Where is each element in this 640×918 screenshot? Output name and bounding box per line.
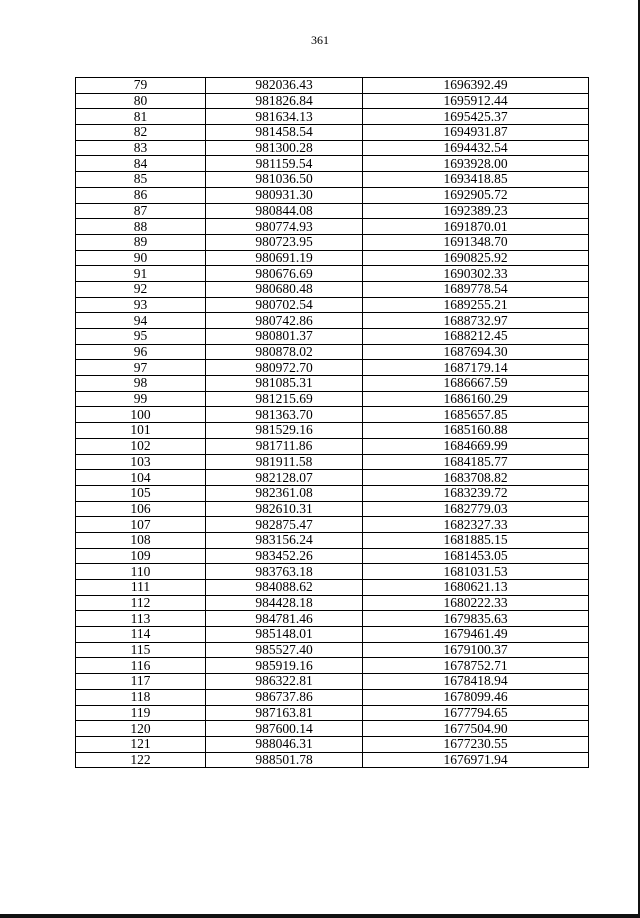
- x-coordinate-cell: 986737.86: [206, 689, 363, 705]
- y-coordinate-cell: 1691870.01: [363, 219, 589, 235]
- table-row: [76, 611, 589, 627]
- point-number-cell: 118: [76, 689, 206, 705]
- table-row: [76, 438, 589, 454]
- table-row: [76, 485, 589, 501]
- point-number-cell: 116: [76, 658, 206, 674]
- y-coordinate-cell: 1696392.49: [363, 78, 589, 94]
- y-coordinate-cell: 1688212.45: [363, 329, 589, 345]
- point-number-cell: 121: [76, 736, 206, 752]
- y-coordinate-cell: 1693418.85: [363, 172, 589, 188]
- y-coordinate-cell: 1682779.03: [363, 501, 589, 517]
- table-row: [76, 219, 589, 235]
- x-coordinate-cell: 986322.81: [206, 674, 363, 690]
- table-row: [76, 234, 589, 250]
- y-coordinate-cell: 1678418.94: [363, 674, 589, 690]
- y-coordinate-cell: 1681453.05: [363, 548, 589, 564]
- table-row: [76, 203, 589, 219]
- point-number-cell: 105: [76, 485, 206, 501]
- x-coordinate-cell: 980774.93: [206, 219, 363, 235]
- point-number-cell: 114: [76, 627, 206, 643]
- x-coordinate-cell: 980931.30: [206, 187, 363, 203]
- point-number-cell: 99: [76, 391, 206, 407]
- table-row: [76, 407, 589, 423]
- table-row: [76, 344, 589, 360]
- point-number-cell: 106: [76, 501, 206, 517]
- y-coordinate-cell: 1680222.33: [363, 595, 589, 611]
- table-row: [76, 281, 589, 297]
- x-coordinate-cell: 980702.54: [206, 297, 363, 313]
- point-number-cell: 117: [76, 674, 206, 690]
- table-row: [76, 501, 589, 517]
- x-coordinate-cell: 985527.40: [206, 642, 363, 658]
- y-coordinate-cell: 1677504.90: [363, 721, 589, 737]
- x-coordinate-cell: 984428.18: [206, 595, 363, 611]
- y-coordinate-cell: 1678099.46: [363, 689, 589, 705]
- y-coordinate-cell: 1689255.21: [363, 297, 589, 313]
- point-number-cell: 111: [76, 580, 206, 596]
- point-number-cell: 102: [76, 438, 206, 454]
- y-coordinate-cell: 1695912.44: [363, 93, 589, 109]
- y-coordinate-cell: 1692389.23: [363, 203, 589, 219]
- x-coordinate-cell: 988501.78: [206, 752, 363, 768]
- point-number-cell: 101: [76, 423, 206, 439]
- x-coordinate-cell: 980972.70: [206, 360, 363, 376]
- table-row: [76, 329, 589, 345]
- y-coordinate-cell: 1690302.33: [363, 266, 589, 282]
- point-number-cell: 89: [76, 234, 206, 250]
- point-number-cell: 96: [76, 344, 206, 360]
- y-coordinate-cell: 1676971.94: [363, 752, 589, 768]
- point-number-cell: 95: [76, 329, 206, 345]
- point-number-cell: 93: [76, 297, 206, 313]
- point-number-cell: 113: [76, 611, 206, 627]
- point-number-cell: 107: [76, 517, 206, 533]
- table-row: [76, 78, 589, 94]
- y-coordinate-cell: 1684669.99: [363, 438, 589, 454]
- y-coordinate-cell: 1687179.14: [363, 360, 589, 376]
- point-number-cell: 112: [76, 595, 206, 611]
- point-number-cell: 120: [76, 721, 206, 737]
- scan-border-bottom: [0, 914, 640, 918]
- x-coordinate-cell: 980723.95: [206, 234, 363, 250]
- point-number-cell: 98: [76, 376, 206, 392]
- y-coordinate-cell: 1685657.85: [363, 407, 589, 423]
- x-coordinate-cell: 981634.13: [206, 109, 363, 125]
- table-row: [76, 752, 589, 768]
- y-coordinate-cell: 1693928.00: [363, 156, 589, 172]
- table-row: [76, 674, 589, 690]
- y-coordinate-cell: 1681885.15: [363, 532, 589, 548]
- point-number-cell: 110: [76, 564, 206, 580]
- table-row: [76, 93, 589, 109]
- table-row: [76, 548, 589, 564]
- point-number-cell: 81: [76, 109, 206, 125]
- table-row: [76, 156, 589, 172]
- x-coordinate-cell: 980801.37: [206, 329, 363, 345]
- point-number-cell: 84: [76, 156, 206, 172]
- y-coordinate-cell: 1686160.29: [363, 391, 589, 407]
- x-coordinate-cell: 988046.31: [206, 736, 363, 752]
- table-row: [76, 517, 589, 533]
- point-number-cell: 82: [76, 125, 206, 141]
- x-coordinate-cell: 982875.47: [206, 517, 363, 533]
- y-coordinate-cell: 1695425.37: [363, 109, 589, 125]
- table-row: [76, 250, 589, 266]
- point-number-cell: 100: [76, 407, 206, 423]
- y-coordinate-cell: 1679100.37: [363, 642, 589, 658]
- table-row: [76, 470, 589, 486]
- y-coordinate-cell: 1681031.53: [363, 564, 589, 580]
- x-coordinate-cell: 981911.58: [206, 454, 363, 470]
- table-row: [76, 391, 589, 407]
- y-coordinate-cell: 1694432.54: [363, 140, 589, 156]
- x-coordinate-cell: 980878.02: [206, 344, 363, 360]
- x-coordinate-cell: 987163.81: [206, 705, 363, 721]
- x-coordinate-cell: 980676.69: [206, 266, 363, 282]
- coordinates-table: [75, 77, 589, 768]
- table-row: [76, 360, 589, 376]
- point-number-cell: 85: [76, 172, 206, 188]
- x-coordinate-cell: 981363.70: [206, 407, 363, 423]
- y-coordinate-cell: 1684185.77: [363, 454, 589, 470]
- table-row: [76, 627, 589, 643]
- table-row: [76, 109, 589, 125]
- point-number-cell: 79: [76, 78, 206, 94]
- table-row: [76, 140, 589, 156]
- point-number-cell: 103: [76, 454, 206, 470]
- x-coordinate-cell: 980691.19: [206, 250, 363, 266]
- point-number-cell: 104: [76, 470, 206, 486]
- y-coordinate-cell: 1690825.92: [363, 250, 589, 266]
- table-row: [76, 658, 589, 674]
- x-coordinate-cell: 981458.54: [206, 125, 363, 141]
- table-row: [76, 705, 589, 721]
- x-coordinate-cell: 983452.26: [206, 548, 363, 564]
- y-coordinate-cell: 1678752.71: [363, 658, 589, 674]
- table-row: [76, 125, 589, 141]
- x-coordinate-cell: 981215.69: [206, 391, 363, 407]
- y-coordinate-cell: 1687694.30: [363, 344, 589, 360]
- x-coordinate-cell: 980742.86: [206, 313, 363, 329]
- x-coordinate-cell: 984781.46: [206, 611, 363, 627]
- table-row: [76, 564, 589, 580]
- y-coordinate-cell: 1688732.97: [363, 313, 589, 329]
- table-row: [76, 532, 589, 548]
- point-number-cell: 119: [76, 705, 206, 721]
- y-coordinate-cell: 1683239.72: [363, 485, 589, 501]
- table-row: [76, 172, 589, 188]
- y-coordinate-cell: 1679835.63: [363, 611, 589, 627]
- point-number-cell: 86: [76, 187, 206, 203]
- y-coordinate-cell: 1677230.55: [363, 736, 589, 752]
- y-coordinate-cell: 1682327.33: [363, 517, 589, 533]
- x-coordinate-cell: 980680.48: [206, 281, 363, 297]
- x-coordinate-cell: 980844.08: [206, 203, 363, 219]
- point-number-cell: 115: [76, 642, 206, 658]
- point-number-cell: 80: [76, 93, 206, 109]
- coordinates-table-body: [76, 78, 589, 768]
- x-coordinate-cell: 982610.31: [206, 501, 363, 517]
- point-number-cell: 97: [76, 360, 206, 376]
- point-number-cell: 90: [76, 250, 206, 266]
- x-coordinate-cell: 981085.31: [206, 376, 363, 392]
- x-coordinate-cell: 984088.62: [206, 580, 363, 596]
- table-row: [76, 595, 589, 611]
- x-coordinate-cell: 983763.18: [206, 564, 363, 580]
- x-coordinate-cell: 982036.43: [206, 78, 363, 94]
- x-coordinate-cell: 981036.50: [206, 172, 363, 188]
- point-number-cell: 92: [76, 281, 206, 297]
- x-coordinate-cell: 983156.24: [206, 532, 363, 548]
- point-number-cell: 87: [76, 203, 206, 219]
- y-coordinate-cell: 1686667.59: [363, 376, 589, 392]
- x-coordinate-cell: 981300.28: [206, 140, 363, 156]
- x-coordinate-cell: 985919.16: [206, 658, 363, 674]
- x-coordinate-cell: 981711.86: [206, 438, 363, 454]
- y-coordinate-cell: 1692905.72: [363, 187, 589, 203]
- x-coordinate-cell: 982361.08: [206, 485, 363, 501]
- point-number-cell: 109: [76, 548, 206, 564]
- y-coordinate-cell: 1677794.65: [363, 705, 589, 721]
- point-number-cell: 122: [76, 752, 206, 768]
- table-row: [76, 689, 589, 705]
- point-number-cell: 83: [76, 140, 206, 156]
- table-row: [76, 454, 589, 470]
- table-row: [76, 266, 589, 282]
- x-coordinate-cell: 981529.16: [206, 423, 363, 439]
- table-row: [76, 297, 589, 313]
- y-coordinate-cell: 1683708.82: [363, 470, 589, 486]
- table-row: [76, 736, 589, 752]
- point-number-cell: 108: [76, 532, 206, 548]
- y-coordinate-cell: 1680621.13: [363, 580, 589, 596]
- table-row: [76, 580, 589, 596]
- table-row: [76, 376, 589, 392]
- x-coordinate-cell: 981159.54: [206, 156, 363, 172]
- y-coordinate-cell: 1689778.54: [363, 281, 589, 297]
- page-number: 361: [311, 33, 329, 47]
- table-row: [76, 642, 589, 658]
- y-coordinate-cell: 1685160.88: [363, 423, 589, 439]
- table-row: [76, 423, 589, 439]
- point-number-cell: 91: [76, 266, 206, 282]
- table-row: [76, 313, 589, 329]
- y-coordinate-cell: 1694931.87: [363, 125, 589, 141]
- table-row: [76, 721, 589, 737]
- x-coordinate-cell: 982128.07: [206, 470, 363, 486]
- table-row: [76, 187, 589, 203]
- point-number-cell: 88: [76, 219, 206, 235]
- y-coordinate-cell: 1679461.49: [363, 627, 589, 643]
- y-coordinate-cell: 1691348.70: [363, 234, 589, 250]
- x-coordinate-cell: 985148.01: [206, 627, 363, 643]
- point-number-cell: 94: [76, 313, 206, 329]
- x-coordinate-cell: 987600.14: [206, 721, 363, 737]
- x-coordinate-cell: 981826.84: [206, 93, 363, 109]
